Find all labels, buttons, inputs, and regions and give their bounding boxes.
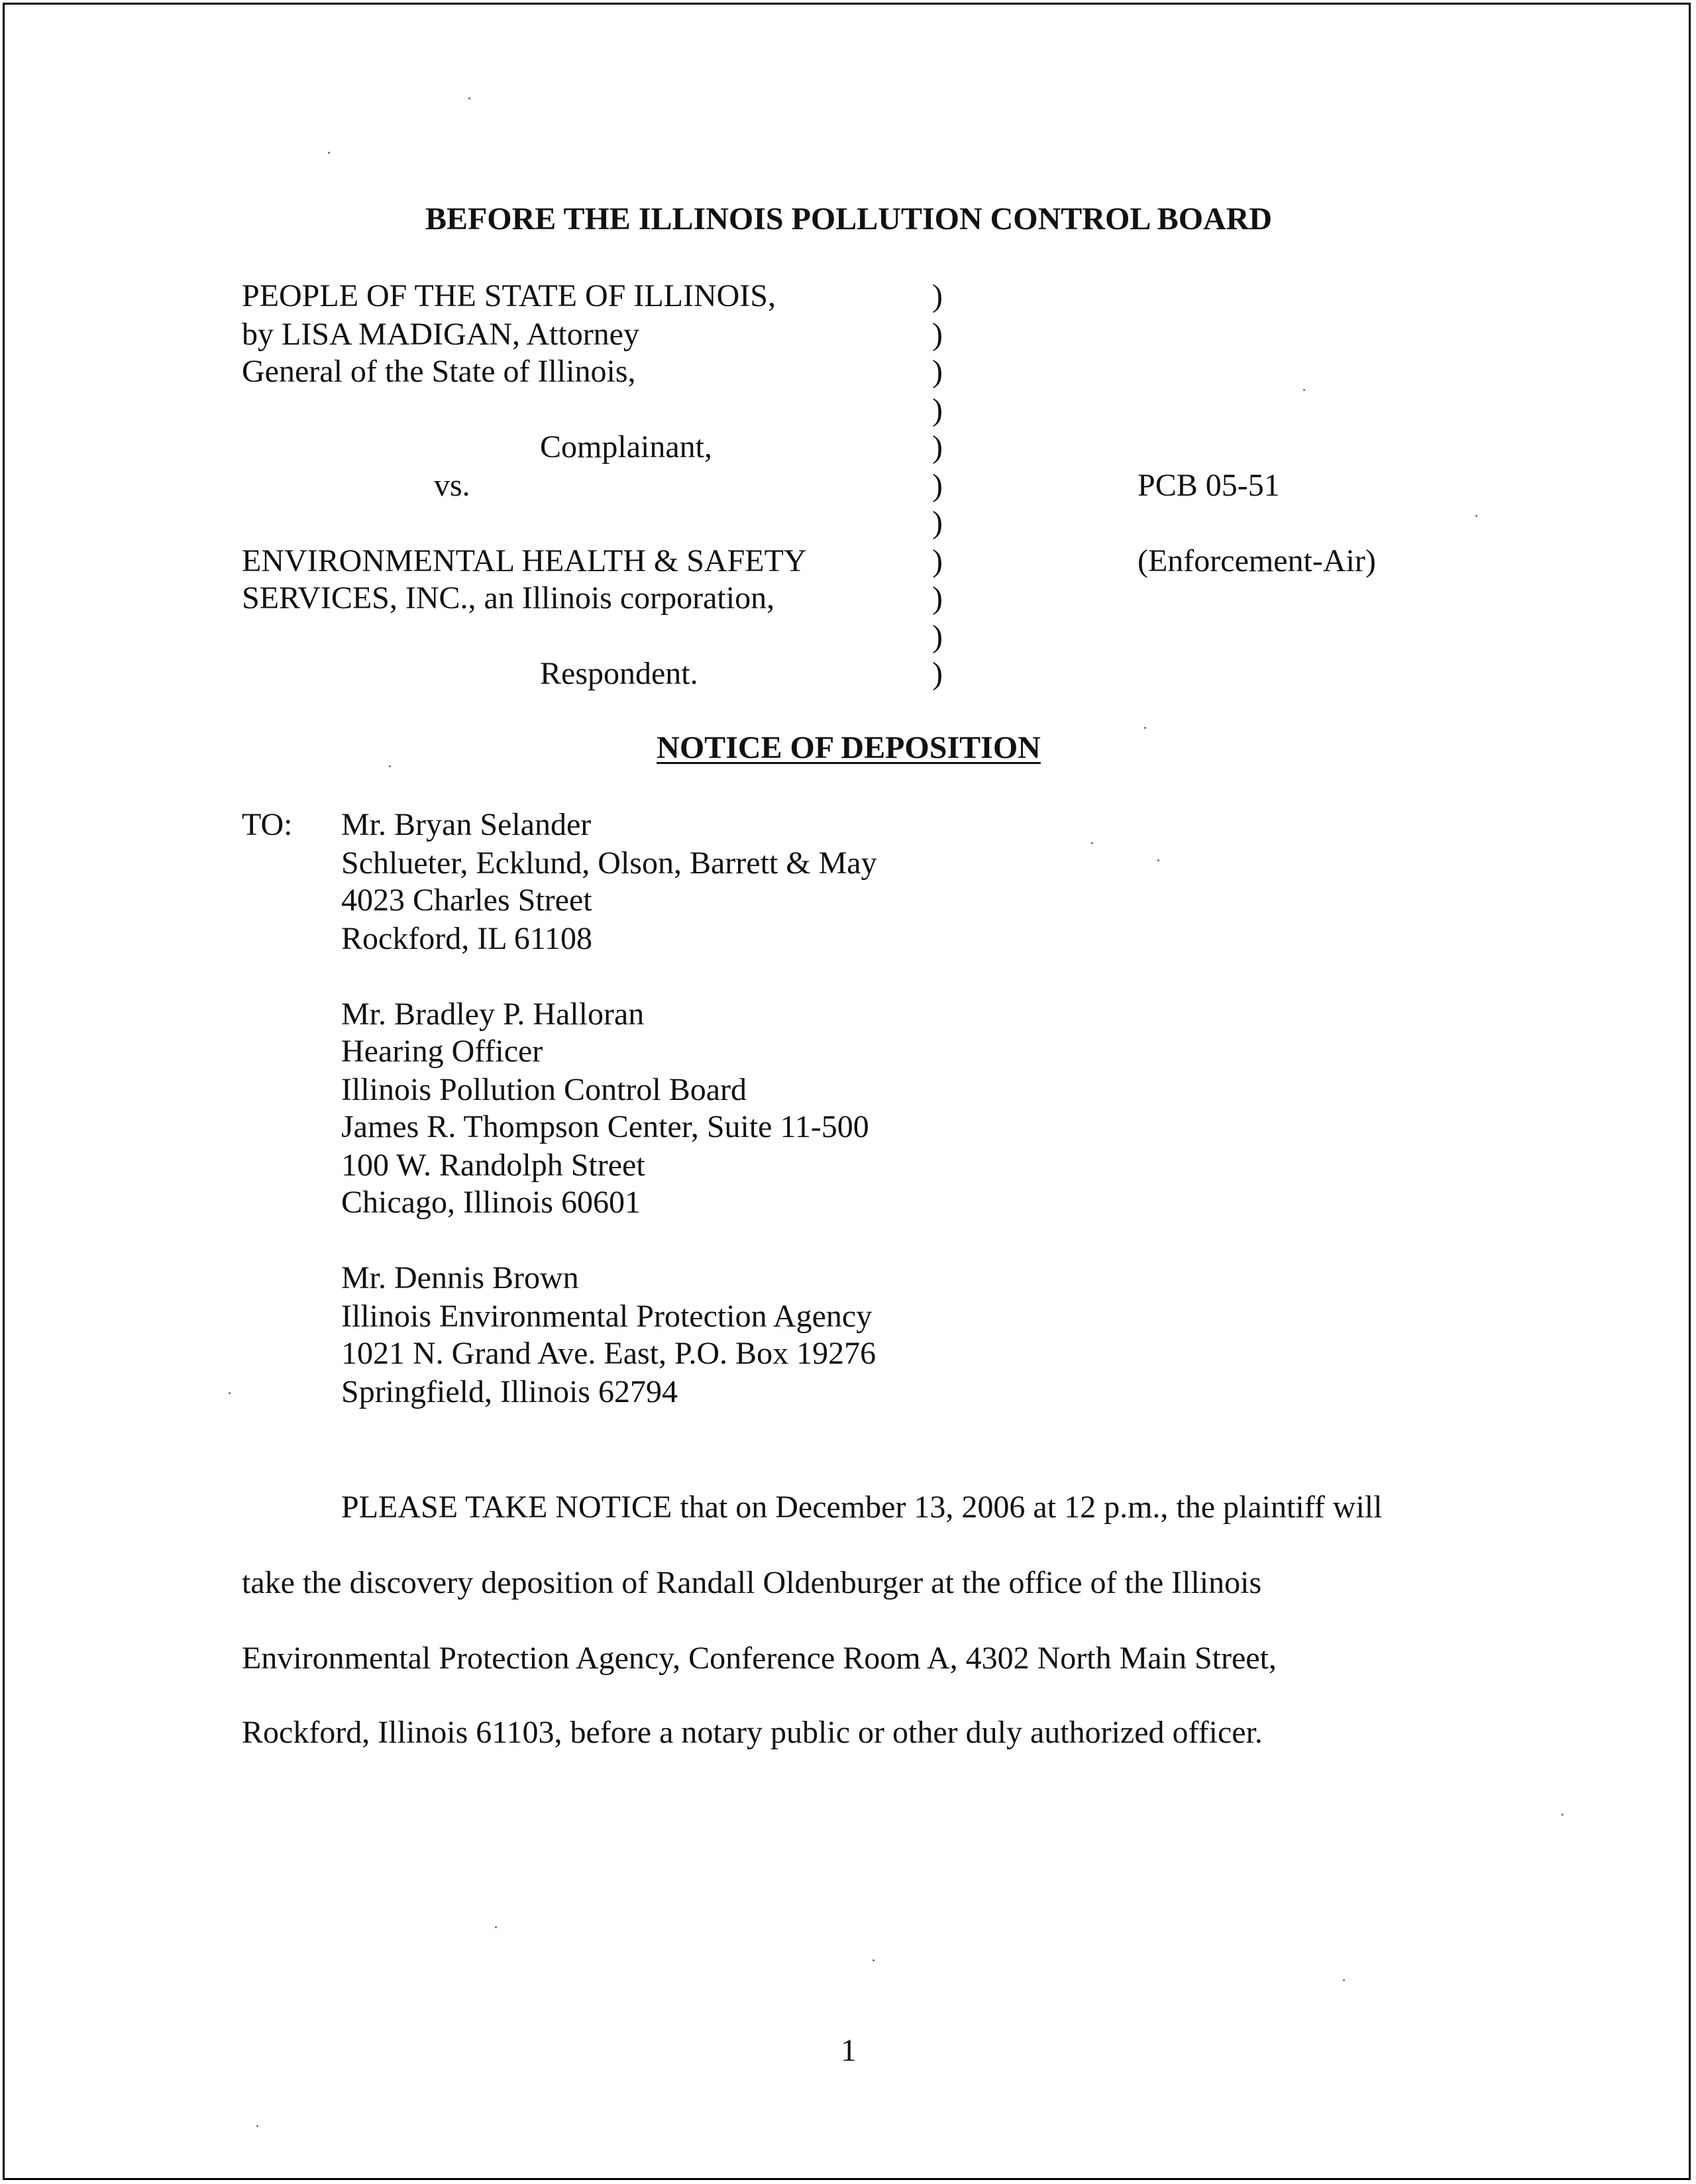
respondent-line-2: SERVICES, INC., an Illinois corporation, — [242, 580, 775, 616]
scan-speck — [1157, 859, 1159, 861]
document-page — [3, 3, 1691, 2180]
recipient-line: Mr. Bryan Selander — [341, 807, 592, 842]
recipient-line: Schlueter, Ecklund, Olson, Barrett & May — [341, 846, 877, 881]
scan-speck — [389, 765, 391, 767]
recipient-line: James R. Thompson Center, Suite 11-500 — [341, 1109, 869, 1144]
scan-speck — [1144, 727, 1146, 729]
respondent-role: Respondent. — [540, 656, 698, 691]
caption-paren: ) — [932, 619, 943, 654]
recipient-line: Chicago, Illinois 60601 — [341, 1185, 641, 1220]
caption-paren: ) — [932, 656, 943, 691]
notice-title: NOTICE OF DEPOSITION — [657, 730, 1041, 765]
recipient-line: Mr. Dennis Brown — [341, 1260, 579, 1295]
scan-speck — [468, 97, 470, 99]
caption-paren: ) — [932, 505, 943, 540]
caption-paren: ) — [932, 317, 943, 352]
to-label: TO: — [242, 807, 293, 842]
scan-speck — [495, 1926, 497, 1928]
caption-paren: ) — [932, 354, 943, 389]
scan-speck — [1562, 1814, 1564, 1816]
scan-speck — [1343, 1979, 1345, 1981]
case-type: (Enforcement-Air) — [1138, 543, 1376, 578]
caption-paren: ) — [932, 580, 943, 616]
complainant-line-3: General of the State of Illinois, — [242, 354, 636, 389]
scan-speck — [229, 1392, 231, 1394]
recipient-line: Hearing Officer — [341, 1034, 543, 1069]
court-heading: BEFORE THE ILLINOIS POLLUTION CONTROL BOARD — [425, 201, 1273, 237]
recipient-line: 1021 N. Grand Ave. East, P.O. Box 19276 — [341, 1336, 876, 1371]
recipient-line: Rockford, IL 61108 — [341, 921, 593, 956]
scan-speck — [1091, 842, 1093, 844]
complainant-line-2: by LISA MADIGAN, Attorney — [242, 317, 639, 352]
caption-paren: ) — [932, 543, 943, 578]
complainant-line-1: PEOPLE OF THE STATE OF ILLINOIS, — [242, 278, 776, 313]
scan-speck — [1475, 515, 1477, 517]
caption-paren: ) — [932, 278, 943, 313]
recipient-line: Illinois Environmental Protection Agency — [341, 1299, 873, 1334]
respondent-line-1: ENVIRONMENTAL HEALTH & SAFETY — [242, 543, 807, 578]
body-line-1: PLEASE TAKE NOTICE that on December 13, 2006 at 12 p.m., the plaintiff will — [341, 1490, 1383, 1525]
scan-speck — [328, 152, 330, 154]
case-number: PCB 05-51 — [1138, 468, 1280, 503]
page-number: 1 — [841, 2033, 857, 2068]
recipient-line: Illinois Pollution Control Board — [341, 1072, 747, 1107]
complainant-role: Complainant, — [540, 429, 712, 464]
scan-speck — [873, 1959, 874, 1961]
caption-paren: ) — [932, 429, 943, 464]
body-line-2: take the discovery deposition of Randall Oldenburger at the office of the Illinois — [242, 1565, 1262, 1600]
recipient-line: 4023 Charles Street — [341, 883, 592, 918]
body-line-4: Rockford, Illinois 61103, before a notary public or other duly authorized officer. — [242, 1715, 1263, 1750]
recipient-line: 100 W. Randolph Street — [341, 1148, 645, 1183]
caption-paren: ) — [932, 468, 943, 503]
body-line-3: Environmental Protection Agency, Conference Room A, 4302 North Main Street, — [242, 1641, 1277, 1676]
caption-paren: ) — [932, 392, 943, 427]
recipient-line: Springfield, Illinois 62794 — [341, 1374, 678, 1409]
recipient-line: Mr. Bradley P. Halloran — [341, 997, 645, 1032]
scan-speck — [256, 2125, 258, 2127]
versus-label: vs. — [434, 468, 470, 503]
scan-speck — [1303, 389, 1305, 391]
